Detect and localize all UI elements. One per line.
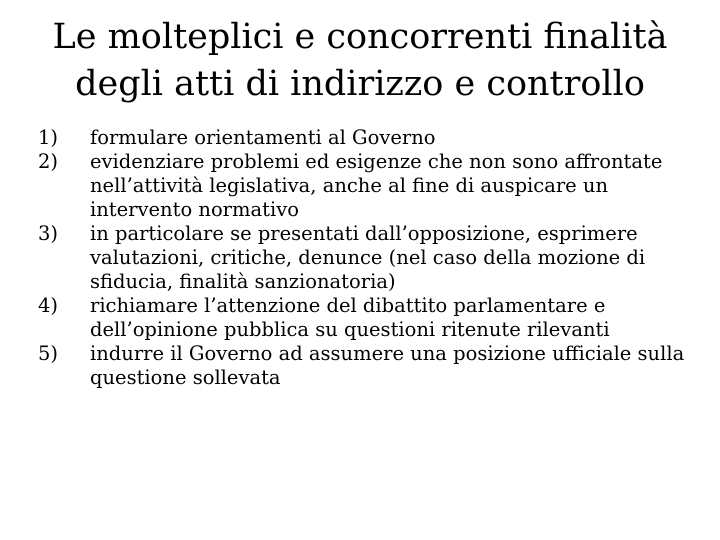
- list-item: [38, 126, 698, 150]
- list-item: [38, 294, 698, 342]
- list-item-text: richiamare l’attenzione del dibattito parlamentare e dell’opinione pubblica su questioni ritenute rilevanti: [90, 294, 610, 341]
- list-item-text: formulare orientamenti al Governo: [90, 126, 436, 149]
- list-item-number: 3): [38, 222, 59, 245]
- list-item-text: in particolare se presentati dall’opposizione, esprimere valutazioni, critiche, denunce (nel caso della mozione di sfiducia, finalità sanzionatoria): [90, 222, 646, 293]
- slide-title: [40, 14, 680, 108]
- slide-title-line-2: degli atti di indirizzo e controllo: [75, 64, 645, 104]
- list-item-number: 1): [38, 126, 59, 149]
- slide-title-line-1: Le molteplici e concorrenti finalità: [52, 17, 668, 57]
- list-item-number: 5): [38, 342, 59, 365]
- purposes-list: [38, 126, 698, 390]
- list-item-text: indurre il Governo ad assumere una posizione ufficiale sulla questione sollevata: [90, 342, 685, 389]
- list-item: [38, 222, 698, 294]
- list-item-number: 2): [38, 150, 59, 173]
- list-item: [38, 342, 698, 390]
- list-item-number: 4): [38, 294, 59, 317]
- list-item: [38, 150, 698, 222]
- list-item-text: evidenziare problemi ed esigenze che non sono affrontate nell’attività legislativa, anche al fine di auspicare un intervento normativo: [90, 150, 663, 221]
